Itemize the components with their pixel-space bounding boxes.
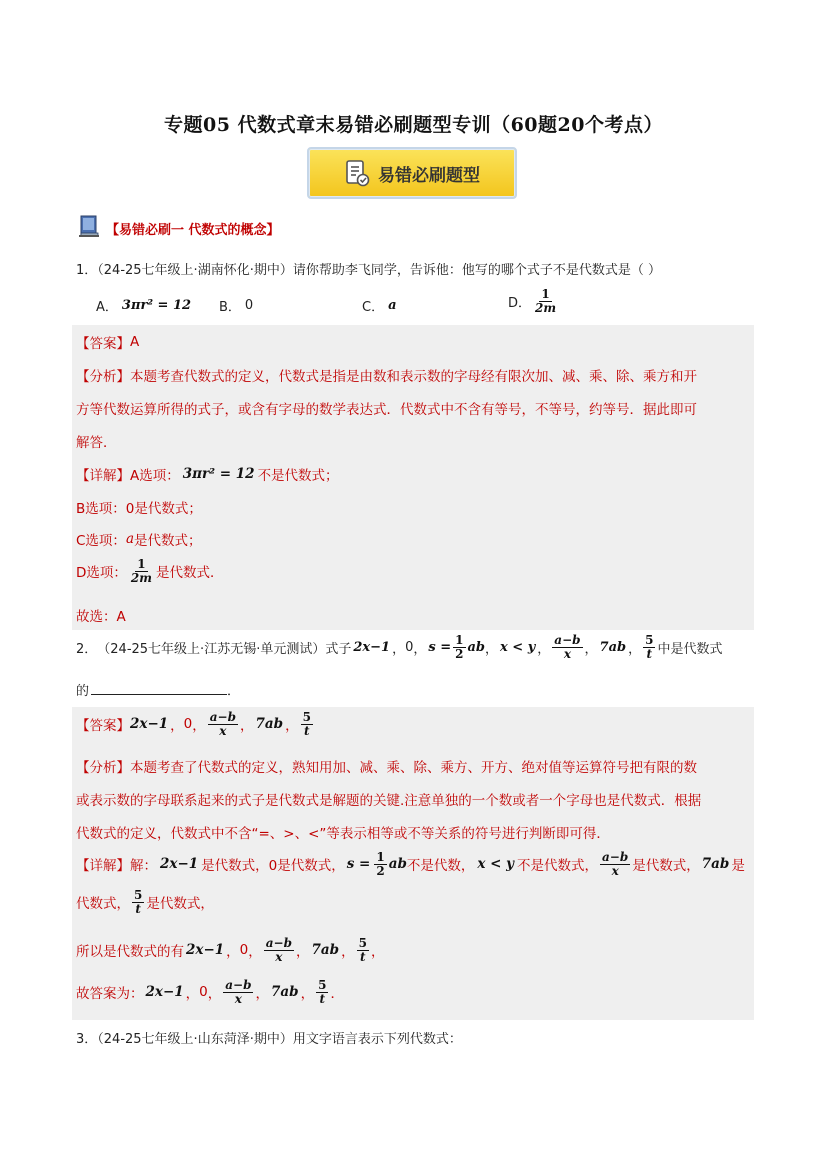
- answer-blank[interactable]: [91, 682, 227, 695]
- option-c: [362, 296, 397, 315]
- expr-4: x < y: [477, 856, 515, 873]
- option-label: C．: [362, 300, 385, 315]
- denominator: t: [359, 949, 366, 964]
- numerator: a−b: [265, 936, 292, 950]
- fraction: [129, 558, 154, 584]
- denominator: t: [319, 991, 326, 1006]
- question-text: ．: [227, 684, 241, 699]
- detail-math: 3πr² = 12: [182, 466, 255, 482]
- separator: ，: [370, 944, 385, 961]
- fraction: [223, 979, 253, 1005]
- numerator: 5: [645, 633, 654, 647]
- analysis-line-3: 代数式的定义，代数式中不含“=、>、<”等表示相等或不等关系的符号进行判断即可得．: [76, 826, 610, 842]
- question-text: 式子: [325, 641, 352, 657]
- denominator: t: [303, 723, 310, 738]
- expr-1: 2x−1: [130, 716, 169, 733]
- section-title: 【易错必刷一 代数式的概念】: [106, 222, 280, 238]
- question-2-line-2: [76, 680, 240, 699]
- detail-line-d: [76, 558, 223, 584]
- option-label: D．: [508, 295, 532, 311]
- section-header: [78, 214, 280, 242]
- separator: ，: [537, 641, 551, 657]
- question-source: （24-25七年级上·江苏无锡·单元测试）: [97, 641, 326, 657]
- fraction: [208, 711, 238, 737]
- analysis-tag: 【分析】: [76, 760, 130, 776]
- detail-line-1: [76, 851, 745, 877]
- analysis-line-1: [76, 756, 697, 776]
- numerator: 5: [134, 888, 143, 902]
- expr-4: x < y: [500, 639, 536, 655]
- fraction: [643, 634, 655, 660]
- detail-text: 是代数式，: [632, 858, 700, 875]
- numerator: a−b: [209, 710, 236, 724]
- detail-text: 不是代数式，: [517, 858, 599, 875]
- detail-choice: 故选：A: [76, 609, 126, 625]
- separator: ，: [226, 944, 240, 961]
- analysis-text: 本题考查代数式的定义，代数式是指是由数和表示数的字母经有限次加、减、乘、除、乘方和开: [130, 369, 697, 385]
- separator: ，: [248, 944, 262, 961]
- denominator: x: [275, 949, 283, 964]
- option-math: 3πr² = 12: [121, 298, 192, 313]
- expr-3-rest: ab: [467, 639, 486, 655]
- numerator: 1: [376, 850, 385, 864]
- fraction: [301, 711, 313, 737]
- question-source: （24-25七年级上·山东菏泽·期中）: [97, 1032, 293, 1047]
- separator: ，: [413, 641, 427, 657]
- detail-text: 是代数式，0是代数式，: [201, 858, 345, 875]
- denominator: 2: [455, 646, 464, 661]
- numerator: 1: [455, 633, 464, 647]
- fraction: [453, 634, 465, 660]
- separator: ，: [207, 986, 222, 1003]
- separator: ，: [295, 944, 310, 961]
- option-value: 0: [244, 298, 254, 313]
- expr-6: 7ab: [270, 984, 299, 1001]
- question-number: 3．: [76, 1032, 98, 1047]
- denominator: x: [219, 723, 227, 738]
- detail-line-4: [76, 979, 344, 1005]
- detail-line-b: B选项：0是代数式；: [76, 501, 202, 517]
- detail-text: C选项：: [76, 533, 126, 549]
- detail-text: A选项：: [130, 468, 180, 484]
- separator: ，: [341, 944, 355, 961]
- detail-text: 所以是代数式的有: [76, 944, 184, 961]
- detail-text: 解：: [130, 858, 157, 875]
- question-text: 中是代数式: [657, 641, 723, 657]
- expr-2: 0: [239, 942, 249, 959]
- expr-6: 7ab: [701, 856, 730, 873]
- question-text: 的: [76, 684, 90, 699]
- question-1: [76, 259, 661, 278]
- question-number: 1．: [76, 263, 98, 278]
- expr-3-rest: ab: [388, 856, 407, 873]
- option-a: [96, 296, 191, 315]
- fraction: [357, 937, 369, 963]
- detail-text: 是代数式．: [155, 565, 224, 582]
- expr-3-lhs: s =: [428, 639, 452, 655]
- badge-label: 易错必刷题型: [378, 165, 480, 186]
- section-badge: [307, 147, 517, 199]
- fraction: [552, 634, 582, 660]
- page-title: 专题05 代数式章末易错必刷题型专训（60题20个考点）: [164, 114, 663, 136]
- detail-tag: 【详解】: [76, 858, 130, 875]
- separator: ，: [192, 718, 206, 735]
- analysis-line-2: 方等代数运算所得的式子，或含有字母的数学表达式．代数式中不含有等号，不等号，约等号．据此即可: [76, 402, 697, 418]
- expr-6: 7ab: [599, 639, 627, 655]
- denominator: 2: [376, 863, 385, 878]
- separator: ，: [584, 641, 598, 657]
- denominator: x: [611, 863, 619, 878]
- expr-2: 0: [405, 639, 414, 655]
- detail-text: 不是代数式；: [257, 468, 339, 484]
- separator: ，: [255, 986, 269, 1003]
- detail-tag: 【详解】: [76, 468, 130, 484]
- fraction: [132, 889, 144, 915]
- answer-line-2: [76, 711, 315, 737]
- fraction: [374, 851, 386, 877]
- detail-text: 代数式，: [76, 896, 130, 913]
- detail-line-3: [76, 937, 384, 963]
- expr-6: 7ab: [311, 942, 340, 959]
- analysis-tag: 【分析】: [76, 369, 130, 385]
- option-math: a: [388, 298, 397, 313]
- detail-text: 故答案为：: [76, 986, 144, 1003]
- question-number: 2．: [76, 641, 98, 657]
- denominator: 2m: [535, 300, 557, 315]
- period: ．: [330, 986, 344, 1003]
- detail-text: 是代数式；: [134, 533, 202, 549]
- book-icon: [78, 214, 100, 242]
- expr-2: 0: [183, 716, 193, 733]
- separator: ，: [300, 986, 315, 1003]
- answer-tag: 【答案】: [76, 718, 130, 735]
- detail-line-2: [76, 889, 214, 915]
- expr-1: 2x−1: [145, 984, 184, 1001]
- answer-value: A: [130, 334, 140, 350]
- fraction: [264, 937, 294, 963]
- fraction: [600, 851, 630, 877]
- expr-6: 7ab: [255, 716, 284, 733]
- analysis-line-1: [76, 365, 697, 385]
- denominator: t: [135, 901, 141, 916]
- detail-line-c: [76, 529, 202, 549]
- question-3: [76, 1028, 462, 1047]
- numerator: 5: [318, 978, 327, 992]
- detail-line-a: [76, 464, 339, 484]
- analysis-line-2: 或表示数的字母联系起来的式子是代数式是解题的关键.注意单独的一个数或者一个字母也是代数式．根据: [76, 793, 702, 809]
- question-source: （24-25七年级上·湖南怀化·期中）: [97, 263, 293, 278]
- answer-tag: 【答案】: [76, 336, 130, 352]
- detail-math: a: [125, 531, 134, 547]
- analysis-line-3: 解答．: [76, 435, 117, 451]
- detail-text: 不是代数，: [406, 858, 475, 875]
- option-label: A．: [96, 300, 118, 315]
- separator: ，: [185, 986, 200, 1003]
- question-text: 用文字语言表示下列代数式：: [292, 1032, 462, 1047]
- separator: ，: [485, 641, 499, 657]
- expr-1: 2x−1: [186, 942, 225, 959]
- option-d: [508, 288, 560, 314]
- question-2: [76, 634, 723, 660]
- detail-text: D选项：: [76, 565, 127, 582]
- numerator: 1: [137, 557, 146, 571]
- denominator: x: [563, 646, 571, 661]
- numerator: a−b: [602, 850, 629, 864]
- numerator: 5: [302, 710, 311, 724]
- fraction: [316, 979, 328, 1005]
- expr-1: 2x−1: [160, 856, 199, 873]
- numerator: a−b: [554, 633, 581, 647]
- detail-text: 是代数式，: [146, 896, 214, 913]
- separator: ，: [392, 641, 406, 657]
- analysis-text: 本题考查了代数式的定义，熟知用加、减、乘、除、乘方、开方、绝对值等运算符号把有限的数: [130, 760, 697, 776]
- numerator: a−b: [225, 978, 252, 992]
- question-text: 请你帮助李飞同学，告诉他：他写的哪个式子不是代数式是（ ）: [292, 263, 661, 278]
- option-b: [219, 296, 253, 315]
- expr-2: 0: [199, 984, 208, 1001]
- denominator: 2m: [130, 570, 152, 585]
- separator: ，: [628, 641, 642, 657]
- answer-line: [76, 332, 139, 352]
- numerator: 5: [358, 936, 367, 950]
- expr-1: 2x−1: [353, 639, 391, 655]
- numerator: 1: [541, 287, 550, 301]
- denominator: x: [234, 991, 242, 1006]
- separator: ，: [170, 718, 184, 735]
- separator: ，: [285, 718, 299, 735]
- expr-3-lhs: s =: [346, 856, 371, 873]
- checklist-icon: [344, 159, 370, 187]
- option-label: B．: [219, 300, 241, 315]
- denominator: t: [646, 646, 653, 661]
- separator: ，: [239, 718, 254, 735]
- fraction: [533, 288, 558, 314]
- detail-text: 是: [731, 858, 745, 875]
